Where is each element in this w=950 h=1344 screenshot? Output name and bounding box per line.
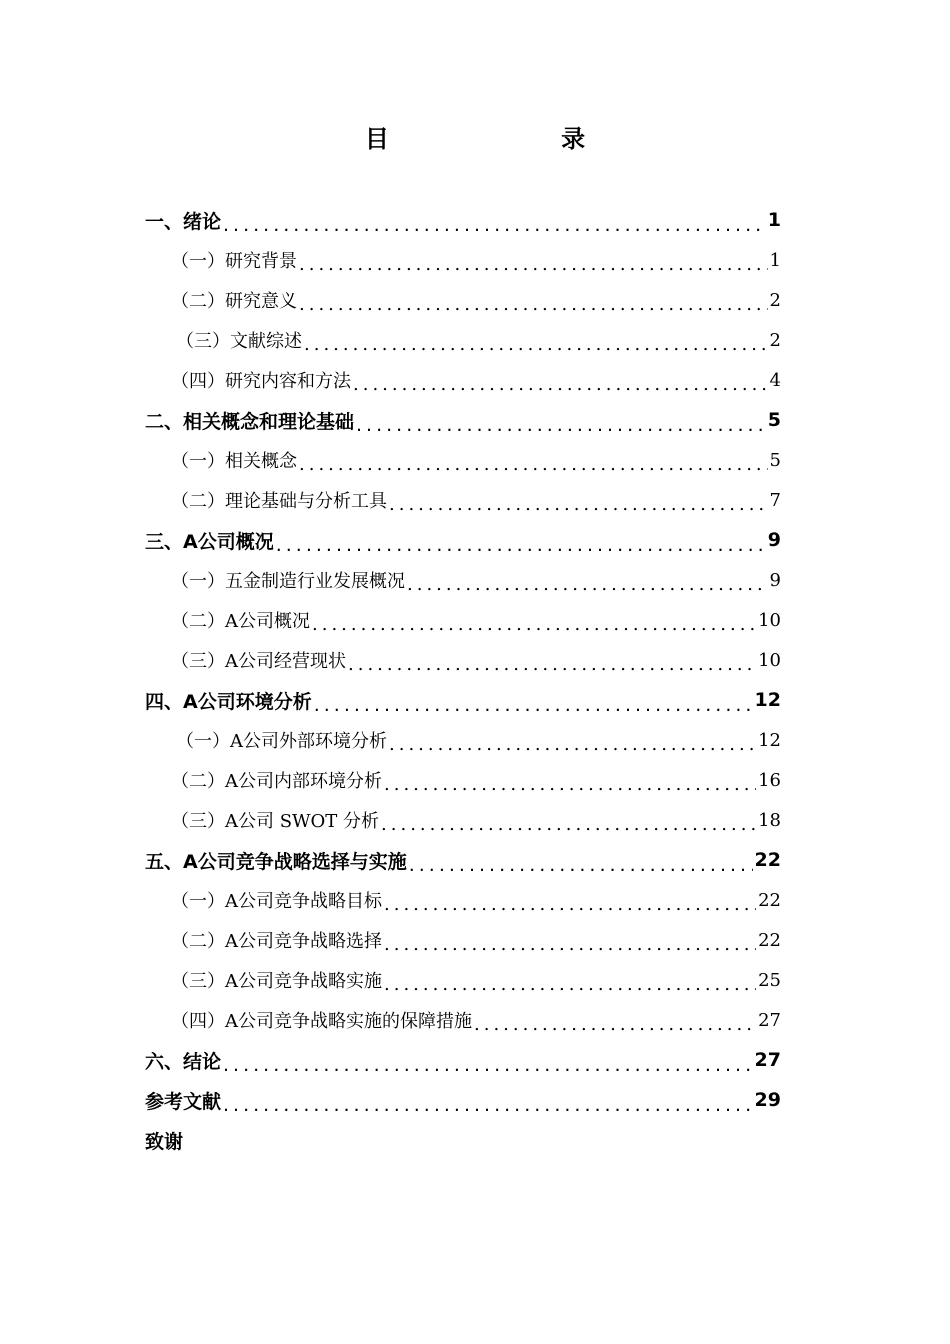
- toc-leader-dots: [223, 1099, 753, 1120]
- toc-entry[interactable]: [145, 360, 781, 400]
- toc-entry[interactable]: [145, 240, 781, 280]
- toc-entry-label: （三）A公司 SWOT 分析: [171, 811, 380, 832]
- toc-leader-dots: [384, 779, 756, 800]
- toc-leader-dots: [384, 899, 756, 920]
- table-of-contents: [145, 200, 781, 1160]
- toc-entry-label: （二）A公司内部环境分析: [171, 771, 382, 792]
- toc-entry-label: （三）A公司经营现状: [171, 651, 346, 672]
- toc-leader-dots: [299, 299, 768, 320]
- toc-leader-dots: [389, 499, 768, 520]
- toc-entry-page: 1: [769, 249, 781, 271]
- toc-entry[interactable]: [145, 760, 781, 800]
- toc-entry[interactable]: [145, 400, 781, 440]
- toc-entry[interactable]: [145, 480, 781, 520]
- toc-entry-label: （一）A公司外部环境分析: [176, 731, 387, 752]
- toc-entry-page: 27: [754, 1049, 781, 1071]
- toc-entry-label: 致谢: [145, 1130, 184, 1153]
- toc-entry-label: （二）理论基础与分析工具: [171, 491, 387, 512]
- toc-leader-dots: [353, 379, 768, 400]
- toc-entry[interactable]: [145, 1120, 781, 1160]
- toc-entry-page: 2: [769, 289, 781, 311]
- toc-entry-label: 参考文献: [145, 1090, 222, 1113]
- toc-entry[interactable]: [145, 880, 781, 920]
- toc-entry[interactable]: [145, 200, 781, 240]
- toc-entry[interactable]: [145, 920, 781, 960]
- toc-entry-page: 9: [769, 569, 781, 591]
- toc-leader-dots: [356, 419, 766, 440]
- toc-entry[interactable]: [145, 280, 781, 320]
- toc-entry[interactable]: [145, 440, 781, 480]
- toc-entry-page: 5: [767, 409, 781, 431]
- toc-entry-page: 25: [758, 969, 781, 991]
- toc-entry-page: 5: [769, 449, 781, 471]
- toc-entry-page: 22: [758, 929, 781, 951]
- toc-entry[interactable]: [145, 1080, 781, 1120]
- toc-entry-page: 4: [769, 369, 781, 391]
- toc-entry-page: 10: [758, 609, 781, 631]
- toc-leader-dots: [304, 339, 768, 360]
- toc-leader-dots: [474, 1019, 756, 1040]
- toc-entry-label: （三）A公司竞争战略实施: [171, 971, 382, 992]
- toc-entry[interactable]: [145, 960, 781, 1000]
- toc-entry-label: （二）研究意义: [171, 291, 297, 312]
- toc-entry[interactable]: [145, 520, 781, 560]
- toc-leader-dots: [348, 659, 756, 680]
- toc-entry-page: 7: [769, 489, 781, 511]
- toc-leader-dots: [223, 219, 766, 240]
- toc-entry-page: 22: [758, 889, 781, 911]
- toc-entry[interactable]: [145, 640, 781, 680]
- toc-entry-page: 16: [758, 769, 781, 791]
- toc-entry-label: 二、相关概念和理论基础: [145, 410, 355, 433]
- toc-entry-label: （四）研究内容和方法: [171, 371, 351, 392]
- toc-entry-page: 9: [767, 529, 781, 551]
- toc-leader-dots: [312, 619, 756, 640]
- toc-entry-label: （二）A公司竞争战略选择: [171, 931, 382, 952]
- toc-entry[interactable]: [145, 680, 781, 720]
- toc-entry-page: 2: [769, 329, 781, 351]
- toc-leader-dots: [407, 579, 768, 600]
- toc-entry[interactable]: [145, 720, 781, 760]
- toc-entry-label: 三、A公司概况: [145, 530, 274, 553]
- toc-entry-page: 22: [754, 849, 781, 871]
- toc-entry[interactable]: [145, 320, 781, 360]
- toc-leader-dots: [299, 459, 768, 480]
- toc-entry-label: （一）五金制造行业发展概况: [171, 571, 405, 592]
- page-title: 目 录: [364, 125, 668, 153]
- toc-entry-page: 12: [754, 689, 781, 711]
- toc-entry-label: 四、A公司环境分析: [145, 690, 312, 713]
- toc-leader-dots: [223, 1059, 753, 1080]
- toc-leader-dots: [276, 539, 766, 560]
- toc-leader-dots: [384, 979, 756, 1000]
- toc-entry[interactable]: [145, 1040, 781, 1080]
- toc-entry[interactable]: [145, 600, 781, 640]
- toc-entry-label: 六、结论: [145, 1050, 222, 1073]
- toc-entry-label: （一）A公司竞争战略目标: [171, 891, 382, 912]
- toc-entry-page: 12: [758, 729, 781, 751]
- toc-entry-page: 27: [758, 1009, 781, 1031]
- toc-leader-dots: [409, 859, 753, 880]
- toc-leader-dots: [384, 939, 756, 960]
- toc-entry-page: 10: [758, 649, 781, 671]
- toc-entry-page: 29: [754, 1089, 781, 1111]
- toc-leader-dots: [381, 819, 756, 840]
- toc-leader-dots: [299, 259, 768, 280]
- toc-entry-label: 一、绪论: [145, 210, 222, 233]
- toc-entry-label: （一）相关概念: [171, 451, 297, 472]
- toc-entry-page: 18: [758, 809, 781, 831]
- toc-entry[interactable]: [145, 840, 781, 880]
- toc-entry[interactable]: [145, 1000, 781, 1040]
- toc-entry[interactable]: [145, 800, 781, 840]
- toc-entry-label: （三）文献综述: [176, 331, 302, 352]
- toc-leader-dots: [314, 699, 753, 720]
- toc-entry-page: 1: [767, 209, 781, 231]
- toc-entry[interactable]: [145, 560, 781, 600]
- toc-entry-label: （二）A公司概况: [171, 611, 310, 632]
- toc-leader-dots: [389, 739, 756, 760]
- toc-entry-label: （一）研究背景: [171, 251, 297, 272]
- toc-entry-label: 五、A公司竞争战略选择与实施: [145, 850, 407, 873]
- toc-entry-label: （四）A公司竞争战略实施的保障措施: [171, 1011, 472, 1032]
